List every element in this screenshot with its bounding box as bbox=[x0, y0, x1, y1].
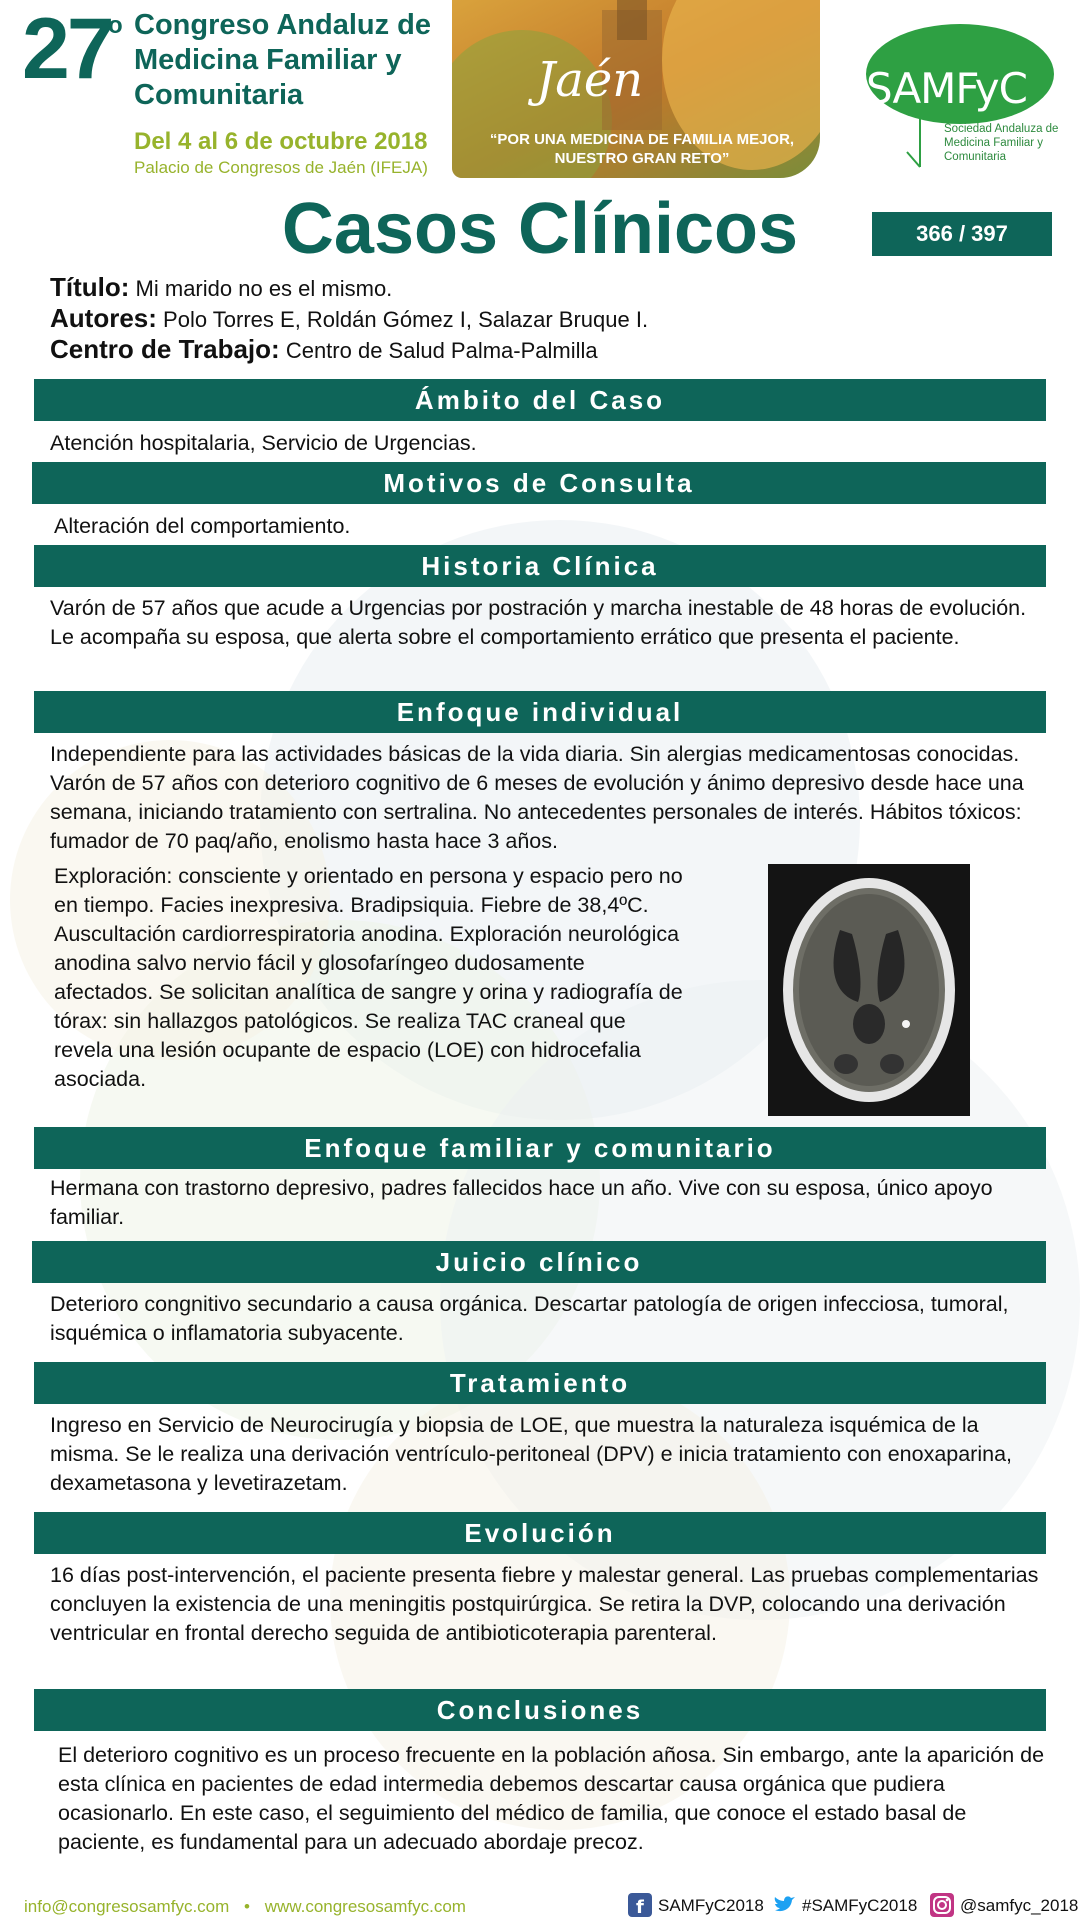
footer-contact bbox=[24, 1897, 466, 1917]
section-text-juicio: Deterioro congnitivo secundario a causa orgánica. Descartar patología de origen infecciosa, tumoral, isquémica o inflamatoria subyacente. bbox=[50, 1292, 1009, 1345]
section-text-enfoque-familiar: Hermana con trastorno depresivo, padres fallecidos hace un año. Vive con su esposa, único apoyo familiar. bbox=[50, 1176, 993, 1229]
section-text-tratamiento: Ingreso en Servicio de Neurocirugía y biopsia de LOE, que muestra la naturaleza isquémica de la misma. Se le realiza una derivación ventrículo-peritoneal (DPV) e inicia tratamiento con enoxaparina, dexametasona y levetirazetam. bbox=[50, 1413, 1013, 1495]
section-header-conclusiones: Conclusiones bbox=[34, 1689, 1046, 1731]
page-counter: 366 / 397 bbox=[872, 212, 1052, 256]
twitter-icon[interactable] bbox=[772, 1893, 796, 1917]
ct-scan-image bbox=[768, 864, 970, 1116]
case-center-value: Centro de Salud Palma-Palmilla bbox=[285, 338, 598, 363]
facebook-icon[interactable] bbox=[628, 1893, 652, 1917]
case-authors-value: Polo Torres E, Roldán Gómez I, Salazar Bruque I. bbox=[163, 307, 649, 332]
congress-venue: Palacio de Congresos de Jaén (IFEJA) bbox=[134, 158, 428, 177]
case-authors-row bbox=[50, 303, 648, 334]
section-header-juicio: Juicio clínico bbox=[32, 1241, 1046, 1283]
section-text-conclusiones: El deterioro cognitivo es un proceso frecuente en la población añosa. Sin embargo, ante la aparición de esta clínica en pacientes de edad intermedia debemos descartar causa orgánica que pudiera ocasionarlo. En este caso, el seguimiento del médico de familia, que conoce el estado basal de paciente, es fundamental para un adecuado abordaje precoz. bbox=[58, 1743, 1045, 1854]
section-text-ambito: Atención hospitalaria, Servicio de Urgencias. bbox=[50, 431, 477, 455]
section-header-ambito: Ámbito del Caso bbox=[34, 379, 1046, 421]
congress-dates: Del 4 al 6 de octubre 2018 bbox=[134, 128, 428, 155]
section-header-historia: Historia Clínica bbox=[34, 545, 1046, 587]
case-center-row bbox=[50, 334, 598, 365]
case-title-value: Mi marido no es el mismo. bbox=[135, 276, 393, 301]
section-text-enfoque-individual: Independiente para las actividades básicas de la vida diaria. Sin alergias medicamentosas conocidas. Varón de 57 años con deterioro cognitivo de 6 meses de evolución y ánimo depresivo desde hace una semana, iniciando tratamiento con sertralina. No antecedentes personales de interés. Hábitos tóxicos: fumador de 70 paq/año, enolismo hasta hace 3 años. bbox=[50, 742, 1024, 853]
edition-number: 27 bbox=[22, 1, 112, 97]
instagram-icon[interactable] bbox=[930, 1893, 954, 1917]
case-title-label: Título: bbox=[50, 272, 130, 302]
footer-facebook-handle[interactable]: SAMFyC2018 bbox=[658, 1896, 764, 1915]
case-title-row bbox=[50, 272, 392, 303]
section-header-motivos: Motivos de Consulta bbox=[32, 462, 1046, 504]
footer-instagram-handle[interactable]: @samfyc_2018 bbox=[960, 1896, 1079, 1915]
section-header-evolucion: Evolución bbox=[34, 1512, 1046, 1554]
samfyc-logo-subtitle: Sociedad Andaluza de Medicina Familiar y Comunitaria bbox=[944, 123, 1059, 163]
jaen-motto: “POR UNA MEDICINA DE FAMILIA MEJOR, NUESTRO GRAN RETO” bbox=[489, 131, 795, 167]
section-header-enfoque-individual: Enfoque individual bbox=[34, 691, 1046, 733]
footer-email-link[interactable]: info@congresosamfyc.com bbox=[24, 1897, 230, 1916]
case-center-label: Centro de Trabajo: bbox=[50, 334, 280, 364]
footer-website-link[interactable]: www.congresosamfyc.com bbox=[264, 1897, 466, 1916]
section-header-tratamiento: Tratamiento bbox=[34, 1362, 1046, 1404]
section-text-evolucion: 16 días post-intervención, el paciente presenta fiebre y malestar general. Las pruebas complementarias concluyen la existencia de una meningitis postquirúrgica. Se retira la DVP, colocando una derivación ventricular en frontal derecho seguida de antibioticoterapia parenteral. bbox=[50, 1563, 1039, 1645]
section-text-historia: Varón de 57 años que acude a Urgencias por postración y marcha inestable de 48 horas de evolución. Le acompaña su esposa, que alerta sobre el comportamiento errático que presenta el paciente. bbox=[50, 596, 1027, 649]
samfyc-logo-text: SAMFyC bbox=[866, 64, 1027, 113]
footer-twitter-handle[interactable]: #SAMFyC2018 bbox=[802, 1896, 918, 1915]
section-header-enfoque-familiar: Enfoque familiar y comunitario bbox=[34, 1127, 1046, 1169]
svg-text:f: f bbox=[636, 1897, 644, 1917]
section-text-motivos: Alteración del comportamiento. bbox=[54, 514, 351, 538]
jaen-city-name: Jaén bbox=[536, 52, 644, 108]
jaen-banner bbox=[452, 0, 820, 178]
congress-title: Congreso Andaluz de Medicina Familiar y Comunitaria bbox=[134, 9, 431, 111]
edition-suffix: o bbox=[108, 12, 123, 39]
case-authors-label: Autores: bbox=[50, 303, 157, 333]
ct-scan-drawing bbox=[768, 864, 970, 1116]
samfyc-logo bbox=[862, 12, 1062, 172]
page-title-text: Casos Clínicos bbox=[281, 189, 799, 269]
footer-separator: • bbox=[244, 1897, 250, 1916]
section-text-exploracion: Exploración: consciente y orientado en persona y espacio pero no en tiempo. Facies inexpresiva. Bradipsiquia. Fiebre de 38,4ºC. Auscultación cardiorrespiratoria anodina. Exploración neurológica anodina salvo nervio fácil y glosofaríngeo dudosamente afectados. Se solicitan analítica de sangre y orina y radiografía de tórax: sin hallazgos patológicos. Se realiza TAC craneal que revela una lesión ocupante de espacio (LOE) con hidrocefalia asociada. bbox=[54, 864, 683, 1091]
